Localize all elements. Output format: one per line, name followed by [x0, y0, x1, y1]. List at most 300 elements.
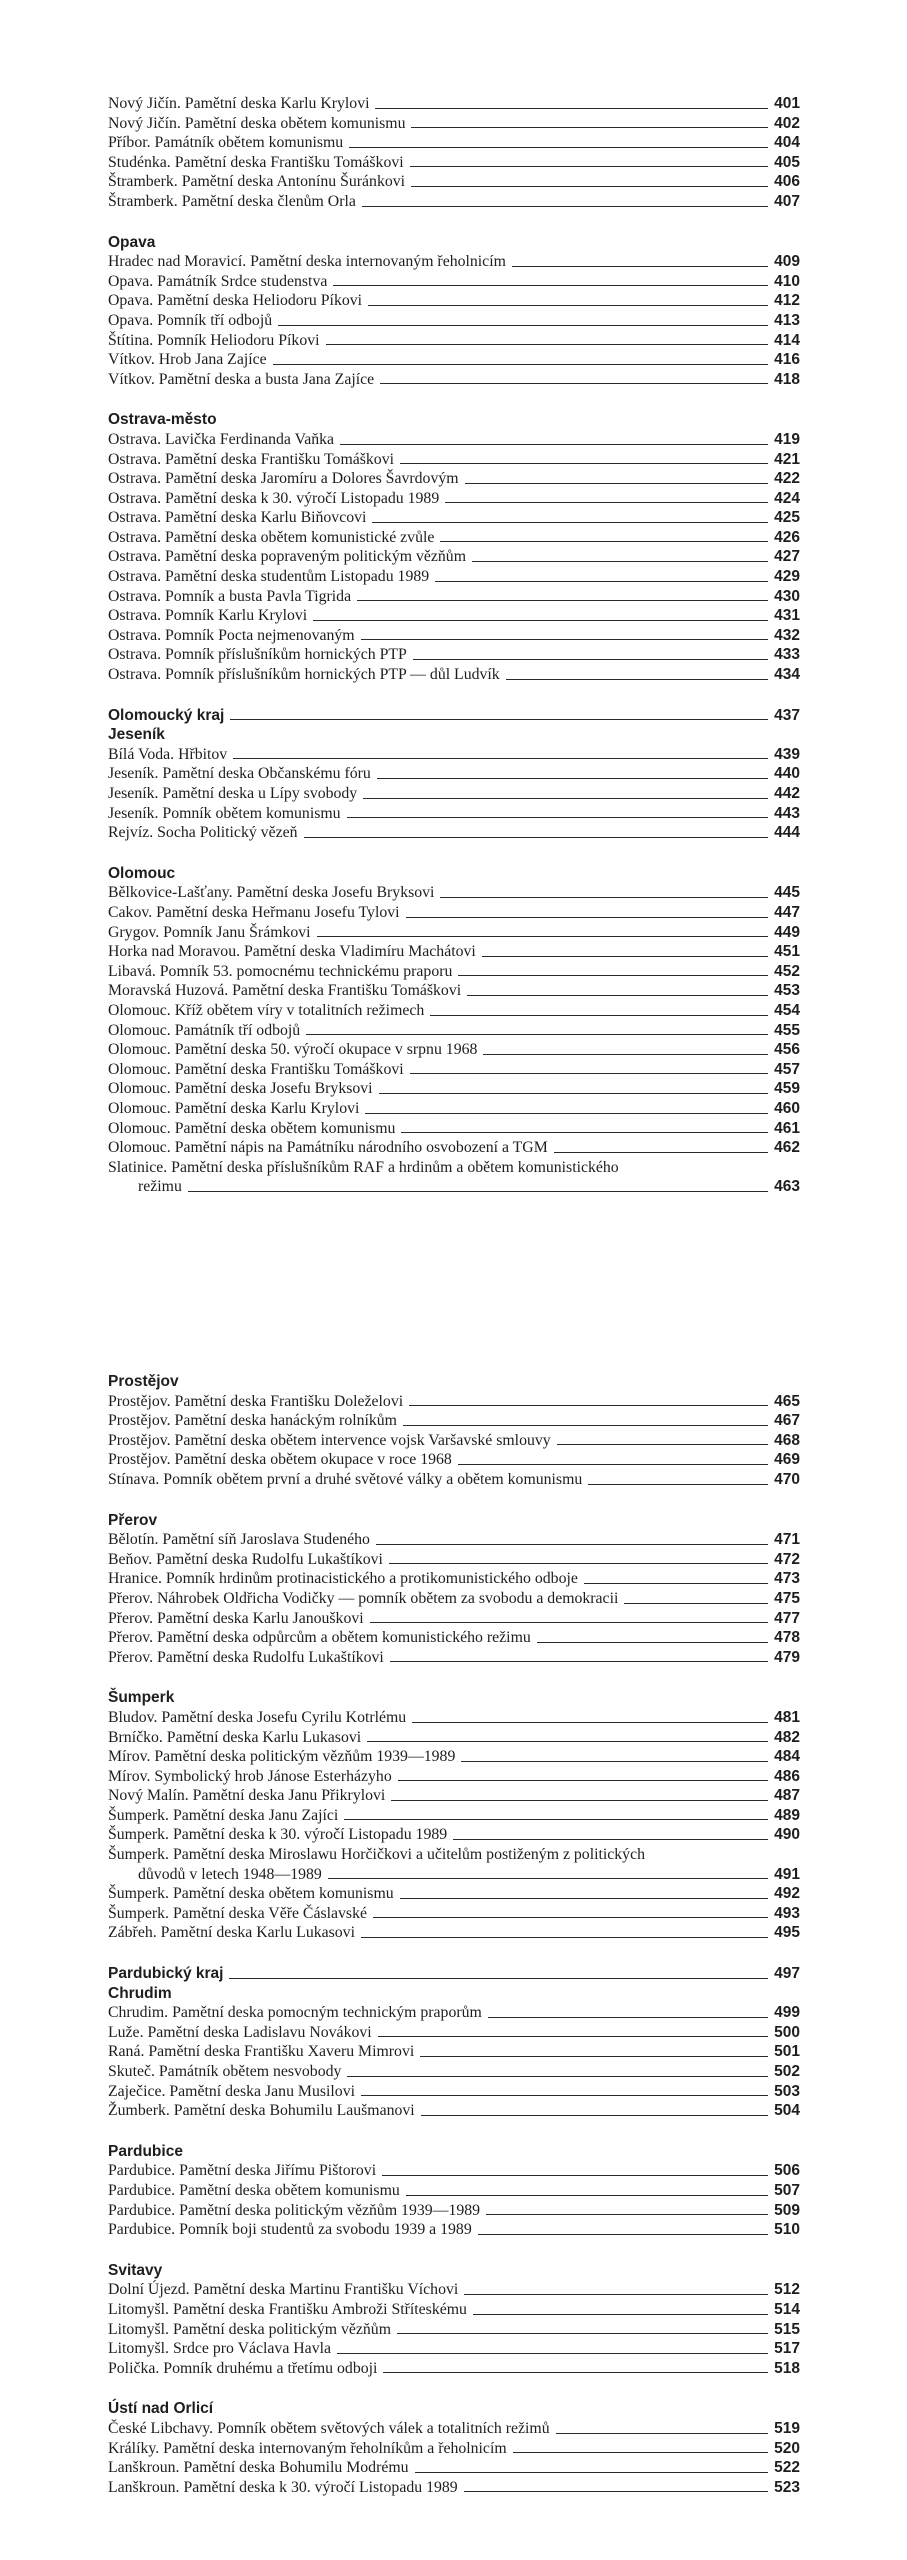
leader-line: [230, 719, 768, 720]
page-number: 469: [774, 1451, 800, 1469]
entry-title: Příbor. Památník obětem komunismu: [108, 134, 344, 152]
leader-line: [376, 1544, 768, 1545]
toc-entry: [108, 626, 800, 646]
toc-entry: [108, 370, 800, 390]
toc-entry: [108, 1550, 800, 1570]
page-number: 465: [774, 1392, 800, 1410]
leader-line: [400, 1898, 769, 1899]
page-number: 412: [774, 292, 800, 310]
toc-entry: [108, 1708, 800, 1728]
entry-title: Štítina. Pomník Heliodoru Píkovi: [108, 331, 320, 349]
toc-entry: [108, 114, 800, 134]
leader-line: [513, 2452, 769, 2453]
page-number: 472: [774, 1550, 800, 1568]
entry-title: Hranice. Pomník hrdinům protinacistického a protikomunistického odboje: [108, 1570, 578, 1588]
entry-title: Brníčko. Pamětní deska Karlu Lukasovi: [108, 1728, 362, 1746]
leader-line: [458, 1464, 768, 1465]
toc-entry: [108, 1060, 800, 1080]
entry-title: Dolní Újezd. Pamětní deska Martinu Františku Víchovi: [108, 2281, 459, 2299]
page-number: 426: [774, 528, 800, 546]
toc-entry: [108, 1728, 800, 1748]
toc-entry: [108, 192, 800, 212]
toc-entry: [108, 528, 800, 548]
region-title: Pardubický kraj: [108, 1965, 224, 1983]
entry-title: Mírov. Pamětní deska politickým vězňům 1939—1989: [108, 1748, 456, 1766]
page-number: 419: [774, 430, 800, 448]
page-number: 512: [774, 2281, 800, 2299]
toc-entry: [108, 1786, 800, 1806]
page-number: 416: [774, 351, 800, 369]
entry-title: Ostrava. Pamětní deska Františku Tomáškovi: [108, 450, 394, 468]
section-heading: Ústí nad Orlicí: [108, 2400, 214, 2418]
toc-entry: [108, 1923, 800, 1943]
leader-line: [556, 2433, 769, 2434]
leader-line: [584, 1583, 768, 1584]
entry-title: Libavá. Pomník 53. pomocnému technickému praporu: [108, 962, 453, 980]
page-number: 460: [774, 1099, 800, 1117]
page-number: 468: [774, 1431, 800, 1449]
page-number: 439: [774, 745, 800, 763]
region-heading: [108, 706, 800, 726]
leader-line: [440, 897, 768, 898]
entry-title: Přerov. Pamětní deska Karlu Janouškovi: [108, 1609, 364, 1627]
leader-line: [306, 1034, 768, 1035]
entry-title: Šumperk. Pamětní deska Věře Čáslavské: [108, 1904, 367, 1922]
page-number: 489: [774, 1806, 800, 1824]
page-number: 504: [774, 2102, 800, 2120]
entry-title: Vítkov. Hrob Jana Zajíce: [108, 351, 267, 369]
page-number: 418: [774, 370, 800, 388]
leader-line: [453, 1839, 768, 1840]
leader-line: [398, 1780, 768, 1781]
leader-line: [188, 1191, 768, 1192]
page-number: 452: [774, 962, 800, 980]
leader-line: [367, 1741, 768, 1742]
entry-title: Ostrava. Pomník příslušníkům hornických PTP: [108, 646, 407, 664]
entry-title: Bělkovice-Lašťany. Pamětní deska Josefu Bryksovi: [108, 884, 435, 902]
toc-entry: [108, 567, 800, 587]
entry-title: Zábřeh. Pamětní deska Karlu Lukasovi: [108, 1924, 355, 1942]
page-number: 440: [774, 765, 800, 783]
page-number: 444: [774, 824, 800, 842]
entry-title: Šumperk. Pamětní deska obětem komunismu: [108, 1885, 394, 1903]
page-number: 433: [774, 646, 800, 664]
page-number: 517: [774, 2340, 800, 2358]
page-number: 429: [774, 568, 800, 586]
leader-line: [410, 1073, 768, 1074]
page-number: 401: [774, 95, 800, 112]
leader-line: [483, 1054, 768, 1055]
toc-entry: [108, 2478, 800, 2498]
entry-title: Nový Jičín. Pamětní deska Karlu Krylovi: [108, 95, 370, 112]
leader-line: [229, 1978, 768, 1979]
entry-title: Stínava. Pomník obětem první a druhé světové války a obětem komunismu: [108, 1470, 583, 1488]
page-number: 507: [774, 2181, 800, 2199]
page-number: 402: [774, 114, 800, 132]
page-number: 481: [774, 1708, 800, 1726]
entry-title: Opava. Pomník tří odbojů: [108, 311, 273, 329]
page-number: 463: [774, 1178, 800, 1196]
entry-title: Olomouc. Pamětní nápis na Památníku národního osvobození a TGM: [108, 1139, 548, 1157]
entry-row: [108, 1177, 800, 1197]
entry-title: Ostrava. Pomník Pocta nejmenovaným: [108, 626, 355, 644]
leader-line: [340, 444, 768, 445]
toc-entry: [108, 2082, 800, 2102]
toc-entry: [108, 804, 800, 824]
toc-entry: [108, 291, 800, 311]
entry-title: Olomouc. Pamětní deska obětem komunismu: [108, 1119, 396, 1137]
entry-title: Nový Malín. Pamětní deska Janu Přikrylovi: [108, 1787, 386, 1805]
toc-entry: [108, 1138, 800, 1158]
leader-line: [382, 2175, 768, 2176]
page-number: 500: [774, 2023, 800, 2041]
entry-title: Jeseník. Pomník obětem komunismu: [108, 804, 341, 822]
entry-title: Bílá Voda. Hřbitov: [108, 745, 228, 763]
entry-title: Polička. Pomník druhému a třetímu odboji: [108, 2359, 378, 2377]
page-number: 502: [774, 2063, 800, 2080]
entry-title: Lanškroun. Pamětní deska k 30. výročí Listopadu 1989: [108, 2478, 458, 2496]
leader-line: [347, 817, 769, 818]
leader-line: [486, 2214, 768, 2215]
entry-title: Ostrava. Lavička Ferdinanda Vaňka: [108, 430, 335, 448]
toc-entry: [108, 745, 800, 765]
entry-title: Prostějov. Pamětní deska hanáckým rolníkům: [108, 1412, 397, 1430]
entry-title: Olomouc. Kříž obětem víry v totalitních režimech: [108, 1001, 425, 1019]
leader-line: [445, 502, 768, 503]
toc-entry: [108, 981, 800, 1001]
leader-line: [377, 778, 768, 779]
leader-line: [370, 1622, 768, 1623]
page-number: 454: [774, 1001, 800, 1019]
leader-line: [410, 166, 768, 167]
toc-entry: [108, 547, 800, 567]
leader-line: [304, 837, 769, 838]
entry-title: Ostrava. Pamětní deska obětem komunistické zvůle: [108, 528, 435, 546]
leader-line: [467, 995, 768, 996]
section-heading: Přerov: [108, 1511, 158, 1529]
entry-title: Ostrava. Pamětní deska k 30. výročí Listopadu 1989: [108, 489, 440, 507]
entry-title: Zaječice. Pamětní deska Janu Musilovi: [108, 2082, 355, 2100]
toc-entry: [108, 2003, 800, 2023]
leader-line: [421, 2115, 768, 2116]
leader-line: [400, 463, 768, 464]
page-number: 514: [774, 2300, 800, 2318]
leader-line: [588, 1484, 768, 1485]
toc-entry: [108, 1158, 800, 1197]
leader-line: [361, 2095, 768, 2096]
toc-entry: [108, 645, 800, 665]
toc-entry: [108, 587, 800, 607]
section-heading: Opava: [108, 233, 156, 251]
entry-title: Pardubice. Pamětní deska obětem komunismu: [108, 2181, 400, 2199]
page-number: 442: [774, 785, 800, 802]
page-number: 477: [774, 1609, 800, 1627]
entry-title: Litomyšl. Pamětní deska Františku Ambroži Stříteskému: [108, 2300, 467, 2318]
leader-line: [411, 186, 768, 187]
leader-line: [344, 1819, 768, 1820]
toc-entry: [108, 1470, 800, 1490]
leader-line: [379, 1093, 769, 1094]
toc-entry: [108, 2062, 800, 2082]
toc-entry: [108, 1079, 800, 1099]
toc-entry: [108, 764, 800, 784]
leader-line: [488, 2017, 768, 2018]
page-number: 456: [774, 1041, 800, 1059]
toc-entry: [108, 1411, 800, 1431]
page-number: 522: [774, 2459, 800, 2477]
page-number: 495: [774, 1924, 800, 1942]
leader-line: [273, 364, 768, 365]
entry-title: Štramberk. Pamětní deska Antonínu Šuránkovi: [108, 173, 406, 191]
entry-title: Žumberk. Pamětní deska Bohumilu Laušmanovi: [108, 2102, 415, 2120]
page-number: 406: [774, 173, 800, 191]
page-number: 499: [774, 2004, 800, 2022]
leader-line: [411, 127, 768, 128]
page-number: 470: [774, 1470, 800, 1488]
leader-line: [368, 305, 768, 306]
entry-title: Cakov. Pamětní deska Heřmanu Josefu Tylovi: [108, 903, 400, 921]
page-number: 479: [774, 1648, 800, 1666]
entry-title: Olomouc. Pamětní deska Františku Tomáškovi: [108, 1060, 404, 1078]
entry-title: Prostějov. Pamětní deska obětem intervence vojsk Varšavské smlouvy: [108, 1431, 551, 1449]
entry-title: Hradec nad Moravicí. Pamětní deska internovaným řeholnicím: [108, 253, 506, 271]
entry-title: Olomouc. Pamětní deska Josefu Bryksovi: [108, 1080, 373, 1098]
toc-entry: [108, 1001, 800, 1021]
toc-entry: [108, 172, 800, 192]
entry-title-line1: Šumperk. Pamětní deska Miroslawu Horčičkovi a učitelům postiženým z politických: [108, 1846, 645, 1864]
entry-title: Ostrava. Pomník Karlu Krylovi: [108, 607, 308, 625]
leader-line: [378, 2036, 768, 2037]
page-number: 413: [774, 311, 800, 329]
toc-entry: [108, 1767, 800, 1787]
toc-entry: [108, 1628, 800, 1648]
toc-entry: [108, 1845, 800, 1884]
leader-line: [401, 1132, 768, 1133]
entry-title: Šumperk. Pamětní deska Janu Zajíci: [108, 1806, 339, 1824]
toc-entry: [108, 2042, 800, 2062]
page-number: 421: [774, 450, 800, 468]
leader-line: [361, 639, 769, 640]
entry-title: Litomyšl. Srdce pro Václava Havla: [108, 2340, 331, 2358]
toc-entry: [108, 1747, 800, 1767]
toc-entry: [108, 153, 800, 173]
entry-title: Opava. Památník Srdce studenstva: [108, 272, 328, 290]
toc-entry: [108, 1099, 800, 1119]
entry-title: Ostrava. Pamětní deska Jaromíru a Dolores Šavrdovým: [108, 470, 459, 488]
page-number: 515: [774, 2320, 800, 2338]
toc-entry: [108, 311, 800, 331]
entry-title: Ostrava. Pomník a busta Pavla Tigrida: [108, 587, 352, 605]
page-number: 405: [774, 153, 800, 171]
toc-entry: [108, 2320, 800, 2340]
page-number: 503: [774, 2082, 800, 2100]
page-number: 497: [774, 1965, 800, 1983]
page-number: 520: [774, 2439, 800, 2457]
toc-entry: [108, 2359, 800, 2379]
leader-line: [473, 2314, 768, 2315]
entry-title: Olomouc. Pamětní deska Karlu Krylovi: [108, 1099, 360, 1117]
entry-title: Přerov. Pamětní deska Rudolfu Lukaštíkovi: [108, 1648, 384, 1666]
toc-entry: [108, 1648, 800, 1668]
page-number: 506: [774, 2162, 800, 2180]
toc-entry: [108, 1569, 800, 1589]
entry-title: Raná. Pamětní deska Františku Xaveru Mimrovi: [108, 2043, 415, 2061]
leader-line: [403, 1425, 768, 1426]
toc-entry: [108, 94, 800, 114]
toc-entry: [108, 2458, 800, 2478]
toc-entry: [108, 962, 800, 982]
entry-title: Ostrava. Pomník příslušníkům hornických PTP — důl Ludvík: [108, 666, 500, 684]
toc-entry: [108, 606, 800, 626]
entry-title-line2: režimu: [138, 1178, 182, 1196]
toc-entry: [108, 2181, 800, 2201]
leader-line: [389, 1563, 768, 1564]
page-number: 478: [774, 1629, 800, 1647]
page-number: 427: [774, 548, 800, 566]
page-number: 501: [774, 2043, 800, 2061]
region-heading: [108, 1964, 800, 1984]
page-number: 475: [774, 1589, 800, 1607]
leader-line: [478, 2234, 768, 2235]
toc-block-lower: [108, 1372, 800, 2497]
entry-title: Chrudim. Pamětní deska pomocným technickým praporům: [108, 2004, 482, 2022]
entry-title: Studénka. Pamětní deska Františku Tomáškovi: [108, 153, 404, 171]
leader-line: [557, 1444, 768, 1445]
toc-entry: [108, 2220, 800, 2240]
leader-line: [390, 1661, 768, 1662]
page-number: 491: [774, 1865, 800, 1883]
entry-title: Ostrava. Pamětní deska popraveným politickým vězňům: [108, 548, 466, 566]
section-heading: Ostrava-město: [108, 411, 217, 429]
toc-entry: [108, 2161, 800, 2181]
leader-line: [372, 522, 768, 523]
entry-title: Jeseník. Pamětní deska u Lípy svobody: [108, 785, 358, 802]
leader-line: [326, 344, 769, 345]
page-number: 451: [774, 943, 800, 961]
page-number: 410: [774, 272, 800, 290]
toc-entry: [108, 903, 800, 923]
toc-entry: [108, 252, 800, 272]
page-number: 445: [774, 884, 800, 902]
toc-entry: [108, 272, 800, 292]
toc-entry: [108, 883, 800, 903]
toc-entry: [108, 923, 800, 943]
section-heading: Jeseník: [108, 726, 165, 744]
leader-line: [397, 2333, 768, 2334]
page-number: 459: [774, 1080, 800, 1098]
section-heading: Šumperk: [108, 1689, 175, 1707]
page-number: 519: [774, 2419, 800, 2437]
page-number: 510: [774, 2221, 800, 2239]
page-number: 457: [774, 1060, 800, 1078]
toc-block-upper: [108, 94, 800, 1197]
leader-line: [349, 147, 768, 148]
page-number: 461: [774, 1119, 800, 1137]
toc-entry: [108, 942, 800, 962]
toc-entry: [108, 1589, 800, 1609]
page-number: 467: [774, 1412, 800, 1430]
leader-line: [430, 1015, 768, 1016]
entry-title: Pardubice. Pamětní deska politickým vězňům 1939—1989: [108, 2201, 481, 2219]
leader-line: [333, 285, 768, 286]
page-number: 407: [774, 192, 800, 210]
toc-entry: [108, 1021, 800, 1041]
leader-line: [554, 1152, 768, 1153]
leader-line: [413, 659, 768, 660]
entry-title: Skuteč. Památník obětem nesvobody: [108, 2063, 342, 2080]
leader-line: [512, 266, 768, 267]
leader-line: [278, 325, 768, 326]
toc-entry: [108, 1431, 800, 1451]
entry-title: Prostějov. Pamětní deska Františku Doleželovi: [108, 1392, 404, 1410]
entry-title: Vítkov. Pamětní deska a busta Jana Zajíce: [108, 370, 375, 388]
entry-title: Olomouc. Pamětní deska 50. výročí okupace v srpnu 1968: [108, 1041, 478, 1059]
toc-entry: [108, 2339, 800, 2359]
toc-entry: [108, 1040, 800, 1060]
leader-line: [461, 1761, 768, 1762]
toc-entry: [108, 331, 800, 351]
leader-line: [375, 108, 768, 109]
entry-title: Prostějov. Pamětní deska obětem okupace v roce 1968: [108, 1451, 452, 1469]
leader-line: [363, 798, 768, 799]
leader-line: [472, 561, 768, 562]
toc-entry: [108, 665, 800, 685]
toc-entry: [108, 2439, 800, 2459]
page-number: 509: [774, 2201, 800, 2219]
leader-line: [465, 483, 769, 484]
section-heading: Prostějov: [108, 1373, 179, 1390]
toc-entry: [108, 350, 800, 370]
toc-entry: [108, 2101, 800, 2121]
entry-title-line1: Slatinice. Pamětní deska příslušníkům RAF a hrdinům a obětem komunistického: [108, 1158, 619, 1176]
page-number: 431: [774, 607, 800, 625]
page-number: 447: [774, 903, 800, 921]
leader-line: [365, 1113, 768, 1114]
leader-line: [328, 1878, 768, 1879]
entry-title: Beňov. Pamětní deska Rudolfu Lukaštíkovi: [108, 1550, 383, 1568]
entry-title: České Libchavy. Pomník obětem světových válek a totalitních režimů: [108, 2419, 550, 2437]
leader-line: [415, 2472, 769, 2473]
toc-entry: [108, 1392, 800, 1412]
toc-entry: [108, 823, 800, 843]
page-number: 487: [774, 1787, 800, 1805]
page-number: 432: [774, 626, 800, 644]
toc-entry: [108, 784, 800, 804]
page-number: 482: [774, 1728, 800, 1746]
leader-line: [537, 1642, 768, 1643]
page-number: 490: [774, 1826, 800, 1844]
entry-title: Přerov. Náhrobek Oldřicha Vodičky — pomník obětem za svobodu a demokracii: [108, 1589, 619, 1607]
page-number: 518: [774, 2359, 800, 2377]
page-number: 404: [774, 134, 800, 152]
toc-entry: [108, 1904, 800, 1924]
page-number: 493: [774, 1904, 800, 1922]
page-number: 453: [774, 982, 800, 1000]
entry-title: Králíky. Pamětní deska internovaným řeholníkům a řeholnicím: [108, 2439, 507, 2457]
entry-title: Ostrava. Pamětní deska studentům Listopadu 1989: [108, 568, 430, 586]
leader-line: [506, 679, 768, 680]
entry-title: Ostrava. Pamětní deska Karlu Biňovcovi: [108, 509, 367, 527]
leader-line: [357, 600, 768, 601]
page-number: 437: [774, 706, 800, 724]
toc-entry: [108, 1806, 800, 1826]
toc-entry: [108, 1450, 800, 1470]
leader-line: [412, 1722, 768, 1723]
toc-entry: [108, 2280, 800, 2300]
page-number: 471: [774, 1531, 800, 1549]
page-number: 424: [774, 489, 800, 507]
page-number: 455: [774, 1021, 800, 1039]
